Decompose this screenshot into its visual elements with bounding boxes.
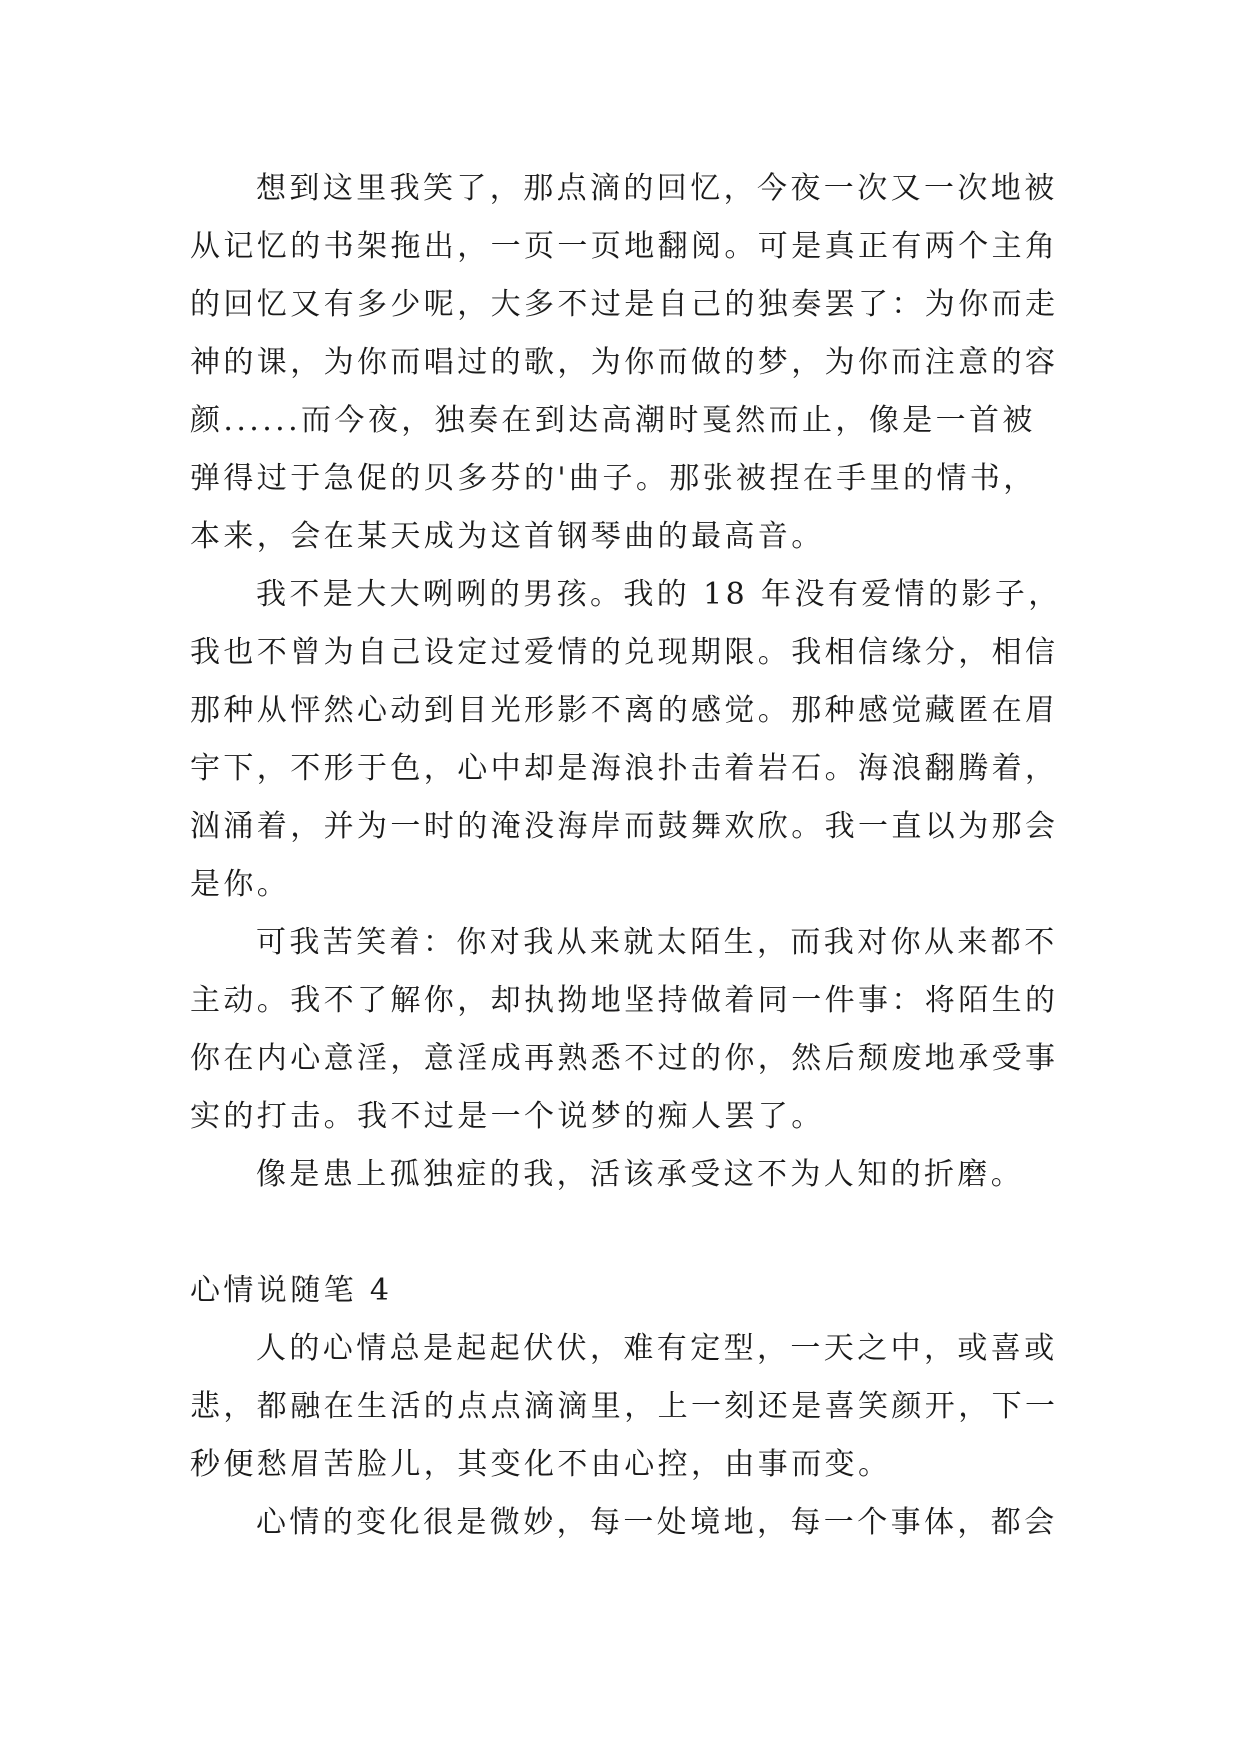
paragraph-line: 宇下，不形于色，心中却是海浪扑击着岩石。海浪翻腾着， bbox=[190, 751, 1059, 786]
section-gap bbox=[190, 1204, 1070, 1262]
paragraph-line: 可我苦笑着：你对我从来就太陌生，而我对你从来都不 bbox=[256, 925, 1058, 960]
paragraph-line: 主动。我不了解你，却执拗地坚持做着同一件事：将陌生的 bbox=[190, 983, 1059, 1018]
paragraph-line: 想到这里我笑了，那点滴的回忆，今夜一次又一次地被 bbox=[256, 171, 1058, 206]
paragraph-line: 你在内心意淫，意淫成再熟悉不过的你，然后颓废地承受事 bbox=[190, 1041, 1059, 1076]
paragraph-line: 是你。 bbox=[190, 867, 291, 902]
paragraph-line: 悲，都融在生活的点点滴滴里，上一刻还是喜笑颜开，下一 bbox=[190, 1389, 1059, 1424]
paragraph-line: 人的心情总是起起伏伏，难有定型，一天之中，或喜或 bbox=[256, 1331, 1058, 1366]
section-heading: 心情说随笔 4 bbox=[190, 1273, 393, 1308]
paragraph-line: 颜......而今夜，独奏在到达高潮时戛然而止，像是一首被 bbox=[190, 403, 1036, 438]
paragraph-line: 心情的变化很是微妙，每一处境地，每一个事体，都会 bbox=[256, 1505, 1058, 1540]
paragraph-line: 汹涌着，并为一时的淹没海岸而鼓舞欢欣。我一直以为那会 bbox=[190, 809, 1059, 844]
paragraph-line: 神的课，为你而唱过的歌，为你而做的梦，为你而注意的容 bbox=[190, 345, 1059, 380]
paragraph-line: 像是患上孤独症的我，活该承受这不为人知的折磨。 bbox=[256, 1157, 1025, 1192]
paragraph-line: 实的打击。我不过是一个说梦的痴人罢了。 bbox=[190, 1099, 825, 1134]
paragraph-line: 我不是大大咧咧的男孩。我的 18 年没有爱情的影子， bbox=[256, 577, 1062, 612]
paragraph-line: 秒便愁眉苦脸儿，其变化不由心控，由事而变。 bbox=[190, 1447, 892, 1482]
paragraph-line: 本来，会在某天成为这首钢琴曲的最高音。 bbox=[190, 519, 825, 554]
paragraph-line: 我也不曾为自己设定过爱情的兑现期限。我相信缘分，相信 bbox=[190, 635, 1059, 670]
paragraph-line: 弹得过于急促的贝多芬的'曲子。那张被捏在手里的情书， bbox=[190, 461, 1037, 496]
paragraph-line: 的回忆又有多少呢，大多不过是自己的独奏罢了：为你而走 bbox=[190, 287, 1059, 322]
paragraph-line: 从记忆的书架拖出，一页一页地翻阅。可是真正有两个主角 bbox=[190, 229, 1059, 264]
document-body bbox=[190, 160, 1070, 1552]
paragraph-line: 那种从怦然心动到目光形影不离的感觉。那种感觉藏匿在眉 bbox=[190, 693, 1059, 728]
